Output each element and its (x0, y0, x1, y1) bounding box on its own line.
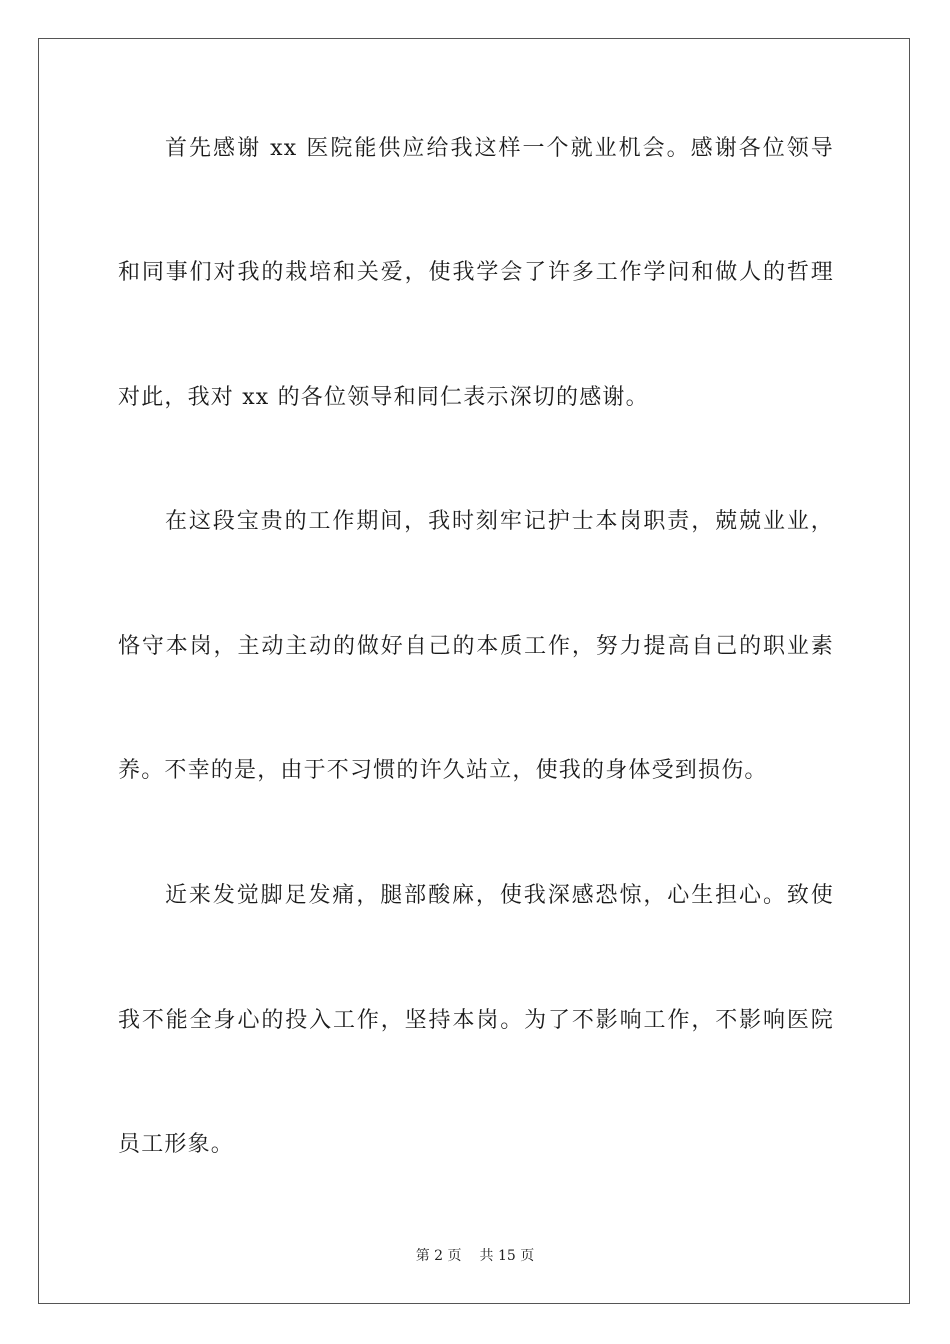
paragraph-3-line-1: 近来发觉脚足发痛，腿部酸麻，使我深感恐惊，心生担心。致使 (165, 883, 834, 908)
page-footer (0, 1246, 950, 1266)
paragraph-2-line-3: 养。不幸的是，由于不习惯的许久站立，使我的身体受到损伤。 (118, 758, 768, 783)
page-border (38, 38, 910, 1304)
paragraph-1-line-3: 对此，我对 xx 的各位领导和同仁表示深切的感谢。 (118, 385, 649, 410)
paragraph-3-line-2: 我不能全身心的投入工作，坚持本岗。为了不影响工作，不影响医院 (118, 1008, 834, 1033)
paragraph-1-line-1: 首先感谢 xx 医院能供应给我这样一个就业机会。感谢各位领导 (165, 136, 834, 161)
paragraph-3-line-3: 员工形象。 (118, 1132, 235, 1157)
paragraph-1-line-2: 和同事们对我的栽培和关爱，使我学会了许多工作学问和做人的哲理 (118, 260, 834, 285)
paragraph-2-line-2: 恪守本岗，主动主动的做好自己的本质工作，努力提高自己的职业素 (118, 634, 834, 659)
paragraph-2-line-1: 在这段宝贵的工作期间，我时刻牢记护士本岗职责，兢兢业业， (165, 509, 834, 534)
page-number: 第 2 页 (415, 1248, 462, 1264)
total-pages: 共 15 页 (479, 1248, 535, 1264)
